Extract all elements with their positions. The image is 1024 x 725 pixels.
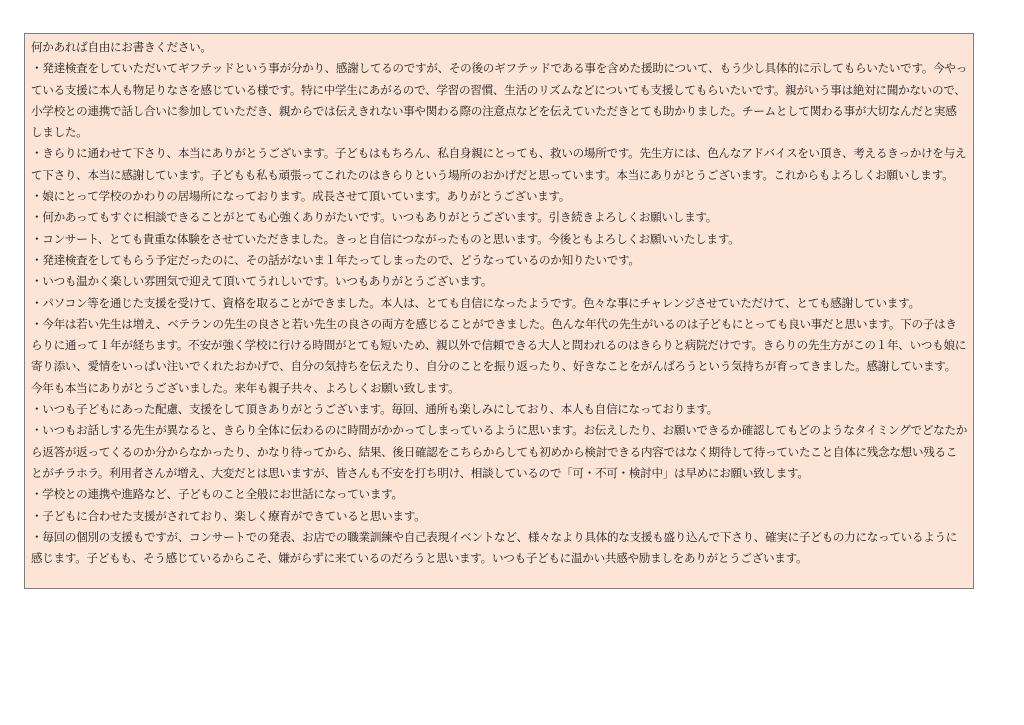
comment-item: ・発達検査をしていただいてギフテッドという事が分かり、感謝してるのですが、その後のギフテッドである事を含めた援助について、もう少し具体的に示してもらいたいです。今やっている支援に本人も物足りなさを感じている様です。特に中学生にあがるので、学習の習慣、生活のリズムなどについても支援してもらいたいです。親がいう事は絶対に聞かないので、小学校との連携で話し合いに参加していただき、親からでは伝えきれない事や関わる際の注意点などを伝えていただきとても助かりました。チームとして関わる事が大切なんだと実感しました。 <box>31 61 967 140</box>
comment-item: ・きらりに通わせて下さり、本当にありがとうございます。子どもはもちろん、私自身親にとっても、救いの場所です。先生方には、色んなアドバイスをい頂き、考えるきっかけを与えて下さり、本当に感謝しています。子どもも私も頑張ってこれたのはきらりという場所のおかげだと思っています。本当にありがとうございます。これからもよろしくお願いします。 <box>31 146 967 182</box>
free-comment-box <box>24 33 974 589</box>
comment-item: ・子どもに合わせた支援がされており、楽しく療育ができていると思います。 <box>31 508 426 523</box>
comment-item: ・パソコン等を通じた支援を受けて、資格を取ることができました。本人は、とても自信になったようです。色々な事にチャレンジさせていただけて、とても感謝しています。 <box>31 295 920 310</box>
comment-item: ・いつも子どもにあった配慮、支援をして頂きありがとうございます。毎回、通所も楽しみにしており、本人も自信になっております。 <box>31 402 718 417</box>
comment-item: ・今年は若い先生は増え、ベテランの先生の良さと若い先生の良さの両方を感じることができました。色んな年代の先生がいるのは子どもにとっても良い事だと思います。下の子はきらりに通って１年が経ちます。不安が強く学校に行ける時間がとても短いため、親以外で信頼できる大人と問われるのはきらりと病院だけです。きらりの先生方がこの１年、いつも娘に寄り添い、愛情をいっぱい注いでくれたおかげで、自分の気持ちを伝えたり、自分のことを振り返ったり、好きなことをがんばろうという気持ちが育ってきました。感謝しています。今年も本当にありがとうございました。来年も親子共々、よろしくお願い致します。 <box>31 316 967 395</box>
comment-item: ・娘にとって学校のかわりの居場所になっております。成長させて頂いています。ありがとうございます。 <box>31 189 571 204</box>
comment-item: ・何かあってもすぐに相談できることがとても心強くありがたいです。いつもありがとうございます。引き続きよろしくお願いします。 <box>31 210 718 225</box>
comment-item: ・毎回の個別の支援もですが、コンサートでの発表、お店での職業訓練や自己表現イベントなど、様々なより具体的な支援も盛り込んで下さり、確実に子どもの力になっているように感じます。子どもも、そう感じているからこそ、嫌がらずに来ているのだろうと思います。いつも子どもに温かい共感や励ましをありがとうございます。 <box>31 529 958 566</box>
comment-item: ・学校との連携や進路など、子どものこと全般にお世話になっています。 <box>31 487 403 502</box>
comment-item: ・コンサート、とても貴重な体験をさせていただきました。きっと自信につながったものと思います。今後ともよろしくお願いいたします。 <box>31 231 740 246</box>
comment-heading: 何かあれば自由にお書きください。 <box>31 40 212 54</box>
comment-item: ・いつも温かく楽しい雰囲気で迎えて頂いてうれしいです。いつもありがとうございます。 <box>31 274 493 289</box>
comment-item: ・いつもお話しする先生が異なると、きらり全体に伝わるのに時間がかかってしまっているように思います。お伝えしたり、お願いできるか確認してもどのようなタイミングでどなたから返答が返ってくるのか分からなかったり、かなり待ってから、結果、後日確認をこちらからしても初めから検討できる内容ではなく期待して待っていたこと自体に残念な想い残ることがチラホラ。利用者さんが増え、大変だとは思いますが、皆さんも不安を打ち明け、相談しているので「可・不可・検討中」は早めにお願い致します。 <box>31 423 967 480</box>
comment-item: ・発達検査をしてもらう予定だったのに、その話がないま１年たってしまったので、どうなっているのか知りたいです。 <box>31 252 640 267</box>
